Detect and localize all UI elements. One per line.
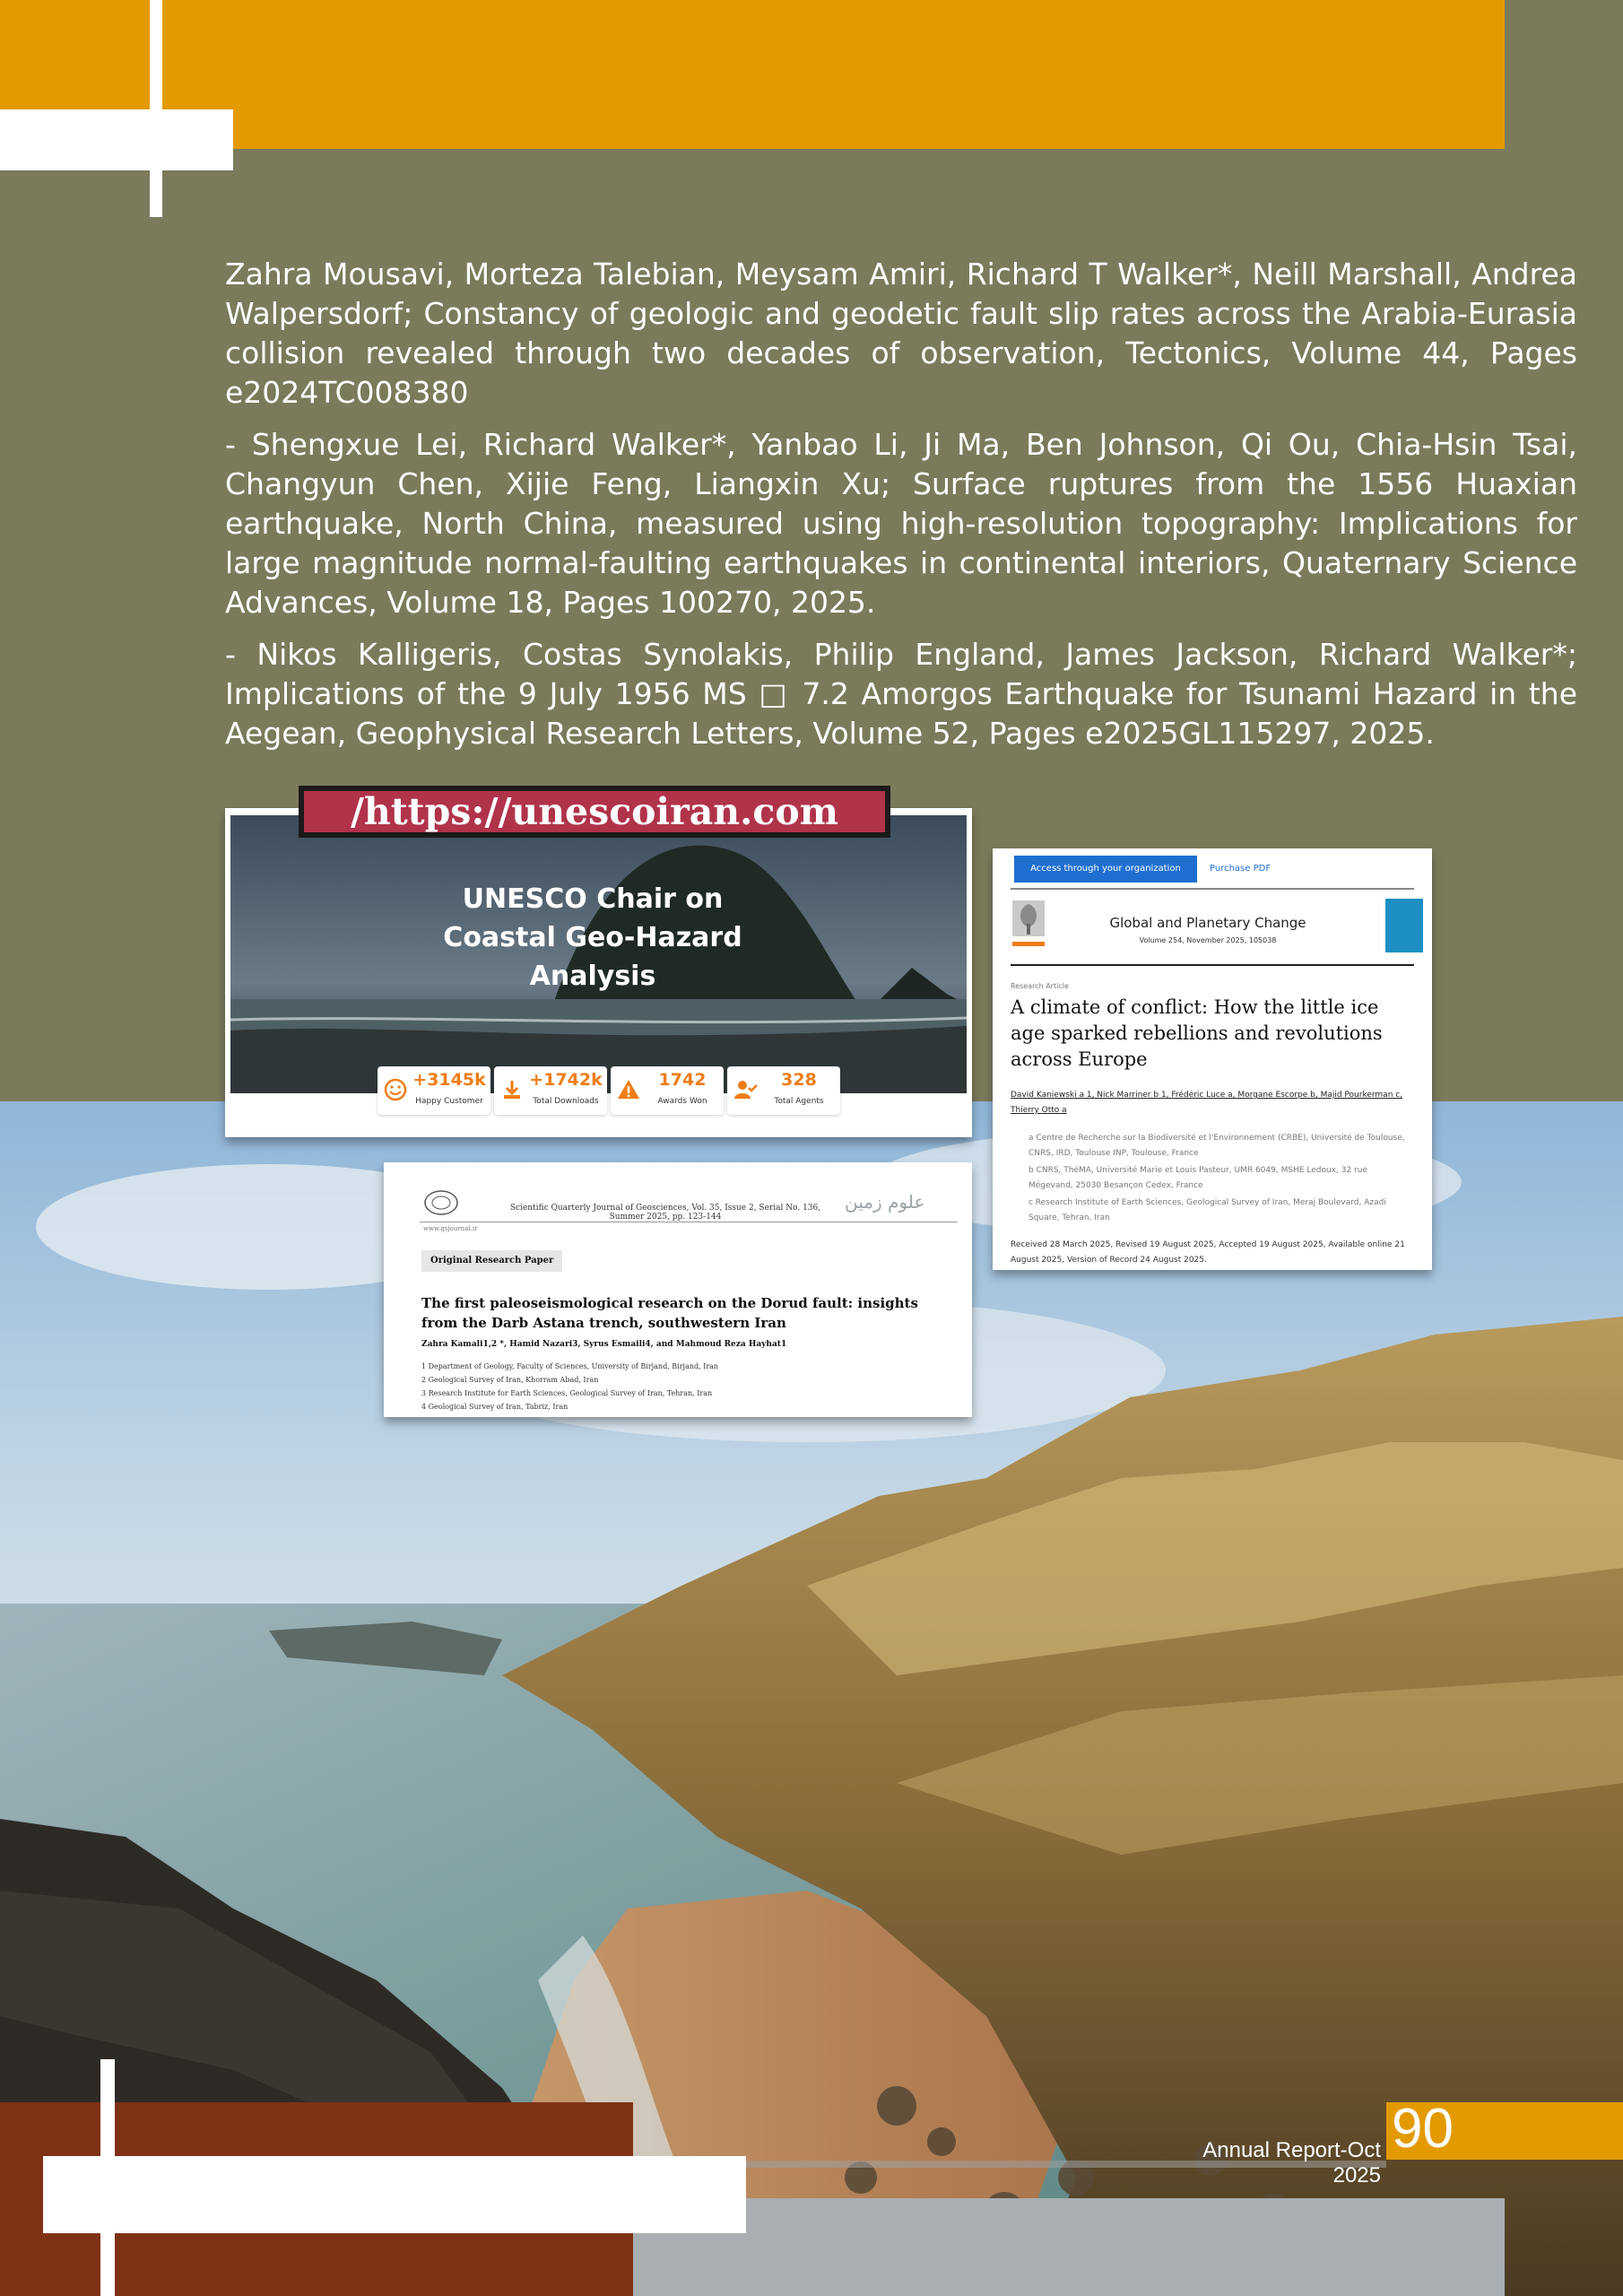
stat-label: Happy Customer xyxy=(415,1097,483,1106)
article-dates: Received 28 March 2025, Revised 19 August 2025, Accepted 19 August 2025, Available online 21 August 2025, Version of Record 24 August 2025. xyxy=(1011,1240,1405,1265)
purchase-pdf-link[interactable]: Purchase PDF xyxy=(1210,864,1271,874)
stat-value: 1742 xyxy=(658,1070,707,1090)
article-affiliations xyxy=(1028,1131,1414,1228)
bottom-white-vertical-line xyxy=(100,2059,115,2296)
affiliation-item: 1 Department of Geology, Faculty of Sciences, University of Birjand, Birjand, Iran xyxy=(421,1362,719,1370)
journal-name[interactable]: Global and Planetary Change xyxy=(1109,915,1306,931)
divider xyxy=(1011,888,1414,890)
reference-item: Zahra Mousavi, Morteza Talebian, Meysam Amiri, Richard T Walker*, Neill Marshall, Andrea Walpersdorf; Constancy of geologic and geodetic fault slip rates across the Arabia-Eurasia collision revealed through two decades of observation, Tectonics, Volume 44, Pages e2024TC008380 xyxy=(225,257,1577,410)
access-organization-button[interactable]: Access through your organization xyxy=(1014,856,1197,883)
affiliation-item: 3 Research Institute for Earth Sciences, Geological Survey of Iran, Tehran, Iran xyxy=(421,1389,713,1397)
stat-happy-customer xyxy=(378,1066,490,1115)
stat-value: +1742k xyxy=(529,1070,603,1090)
stat-label: Total Downloads xyxy=(533,1097,599,1106)
stat-label: Total Agents xyxy=(774,1097,824,1106)
warning-icon xyxy=(616,1077,641,1102)
journal-website[interactable]: www.gsjournal.ir xyxy=(423,1225,478,1232)
article-authors[interactable]: David Kaniewski a 1, Nick Marriner b 1, Frédéric Luce a, Morgane Escorpe b, Majid Pourkerman c, Thierry Otto a xyxy=(1011,1091,1403,1115)
paper-type-tag: Original Research Paper xyxy=(421,1250,562,1272)
unesco-website-card xyxy=(225,808,972,1137)
journal-logo-text: علوم زمین xyxy=(845,1191,925,1213)
affiliation-item: 4 Geological Survey of Iran, Tabriz, Iran xyxy=(421,1403,568,1411)
report-label: Annual Report-Oct 2025 xyxy=(1202,2138,1381,2187)
journal-emblem-icon xyxy=(423,1189,459,1216)
top-white-vertical-line xyxy=(150,0,162,217)
smiley-icon xyxy=(383,1077,408,1102)
stat-total-downloads xyxy=(494,1066,607,1115)
affiliation-item: a Centre de Recherche sur la Biodiversité et l'Environnement (CRBE), Université de Toulouse, CNRS, IRD, Toulouse INP, Toulouse, France xyxy=(1028,1134,1405,1158)
affiliation-item: b CNRS, ThéMA, Université Marie et Louis Pasteur, UMR 6049, MSHE Ledoux, 32 rue Mégevand, 25030 Besançon Cedex, France xyxy=(1028,1166,1367,1190)
stat-label: Awards Won xyxy=(657,1097,707,1106)
user-check-icon xyxy=(733,1077,758,1102)
divider xyxy=(1011,964,1414,966)
paper-affiliations xyxy=(421,1360,942,1413)
journal-volume[interactable]: Volume 254, November 2025, 105038 xyxy=(1139,936,1277,944)
stat-total-agents xyxy=(727,1066,840,1115)
download-icon xyxy=(499,1077,525,1102)
reference-item: - Shengxue Lei, Richard Walker*, Yanbao Li, Ji Ma, Ben Johnson, Qi Ou, Chia-Hsin Tsai, Changyun Chen, Xijie Feng, Liangxin Xu; Surface ruptures from the 1556 Huaxian earthquake, North China, measured using high-resolution topography: Implications for large magnitude normal-faulting earthquakes in continental interiors, Quaternary Science Advances, Volume 18, Pages 100270, 2025. xyxy=(225,427,1577,620)
paper-authors: Zahra Kamali1,2 *, Hamid Nazari3, Syrus Esmaili4, and Mahmoud Reza Hayhat1 xyxy=(421,1340,787,1349)
stat-value: 328 xyxy=(781,1070,817,1090)
journal-header: Scientific Quarterly Journal of Geosciences, Vol. 35, Issue 2, Serial No. 136, Summer 2025, pp. 123-144 xyxy=(509,1204,821,1222)
affiliation-item: c Research Institute of Earth Sciences, Geological Survey of Iran, Meraj Boulevard, Azadi Square, Tehran, Iran xyxy=(1028,1198,1386,1222)
article-type: Research Article xyxy=(1011,982,1069,990)
stat-value: +3145k xyxy=(412,1070,486,1090)
unesco-chair-title: UNESCO Chair on Coastal Geo-Hazard Analysis xyxy=(443,883,742,992)
bottom-gray-block xyxy=(633,2198,1505,2296)
elsevier-tree-logo xyxy=(1011,897,1046,951)
affiliation-item: 2 Geological Survey of Iran, Khorram Abad, Iran xyxy=(421,1376,599,1384)
bottom-white-bar xyxy=(43,2156,746,2233)
page-number: 90 xyxy=(1392,2098,1454,2160)
journal-cover-thumbnail xyxy=(1385,899,1423,952)
journal-article-card xyxy=(384,1162,972,1417)
elsevier-article-card xyxy=(993,848,1432,1270)
unesco-url-label[interactable]: /https://unescoiran.com xyxy=(299,786,890,838)
top-white-bar xyxy=(0,109,233,170)
stat-awards-won xyxy=(611,1066,724,1115)
journal-logo xyxy=(845,1186,952,1218)
reference-item: - Nikos Kalligeris, Costas Synolakis, Philip England, James Jackson, Richard Walker*; Implications of the 9 July 1956 MS □ 7.2 Amorgos Earthquake for Tsunami Hazard in the Aegean, Geophysical Research Letters, Volume 52, Pages e2025GL115297, 2025. xyxy=(225,637,1577,751)
article-title: A climate of conflict: How the little ice age sparked rebellions and revolutions across Europe xyxy=(1011,996,1383,1070)
paper-title: The first paleoseismological research on the Dorud fault: insights from the Darb Astana trench, southwestern Iran xyxy=(421,1295,918,1331)
references-list xyxy=(225,255,1577,766)
